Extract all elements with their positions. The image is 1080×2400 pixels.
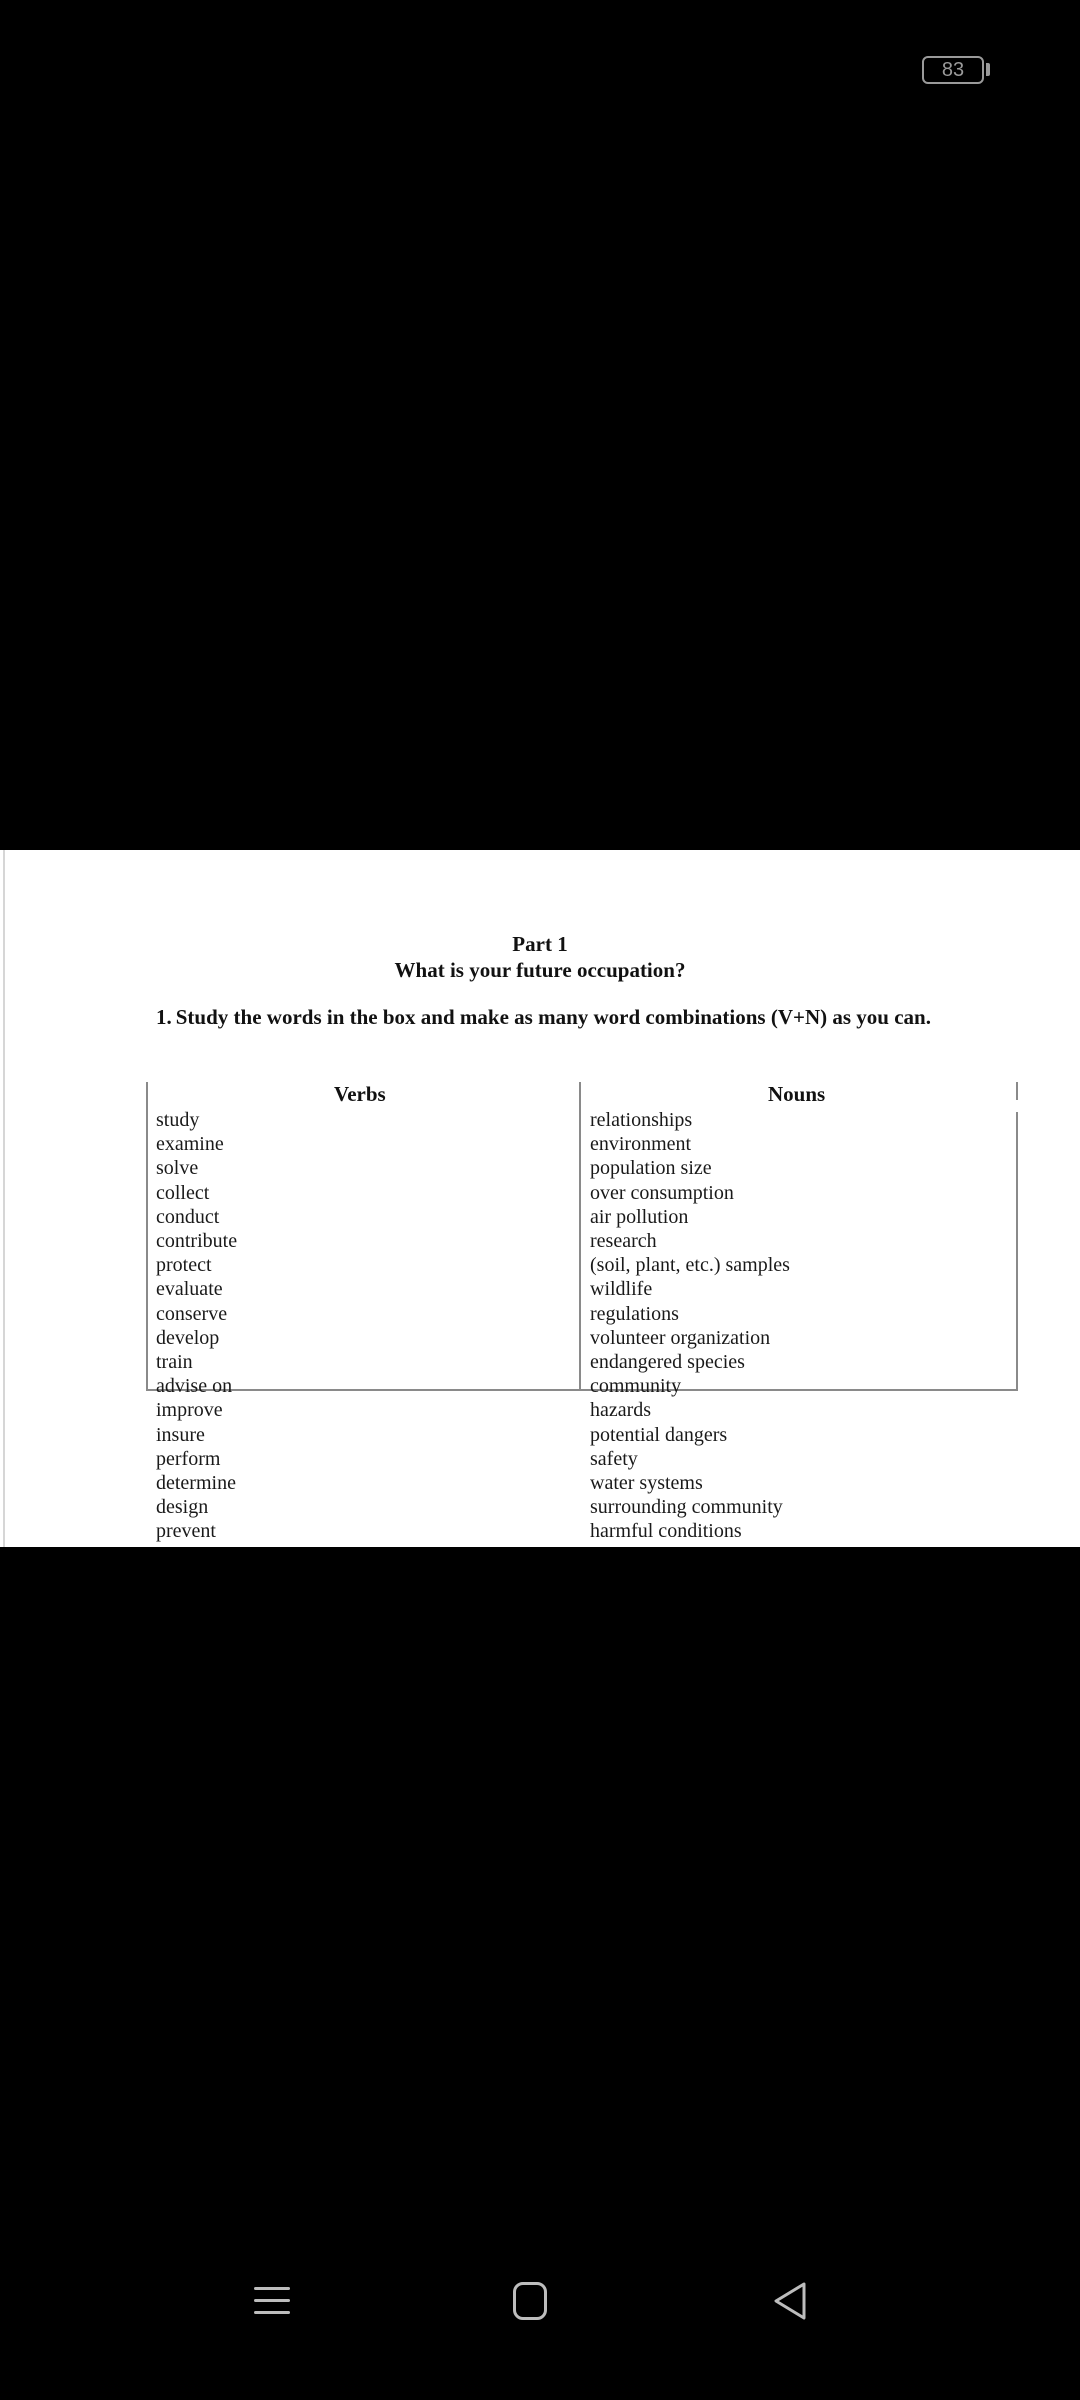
verb-item: determine: [156, 1472, 236, 1495]
verb-item: evaluate: [156, 1278, 223, 1301]
verb-item: train: [156, 1351, 193, 1374]
noun-item: potential dangers: [590, 1423, 728, 1446]
verb-item: examine: [156, 1133, 224, 1156]
battery-icon: [922, 56, 984, 84]
noun-item: research: [590, 1230, 657, 1253]
verb-item: contribute: [156, 1230, 238, 1253]
noun-item: safety: [590, 1447, 638, 1470]
table-divider: [579, 1082, 581, 1389]
part-title: Part 1: [512, 932, 568, 956]
noun-item: water systems: [590, 1472, 703, 1495]
verb-item: prevent: [156, 1520, 216, 1543]
verb-item: conduct: [156, 1205, 220, 1228]
word-box-table: [146, 1082, 1018, 1543]
verb-item: conserve: [156, 1302, 228, 1325]
home-icon[interactable]: [513, 2282, 547, 2320]
noun-item: environment: [590, 1133, 692, 1156]
back-icon[interactable]: [770, 2280, 810, 2322]
verb-item: develop: [156, 1326, 220, 1349]
verb-item: improve: [156, 1399, 223, 1422]
battery-level: 83: [941, 59, 965, 81]
part-subtitle: What is your future occupation?: [394, 958, 686, 982]
table-border-left: [146, 1082, 148, 1389]
table-border-right-top: [1016, 1082, 1018, 1100]
noun-item: community: [590, 1375, 682, 1398]
verb-item: protect: [156, 1254, 212, 1277]
noun-item: over consumption: [590, 1181, 734, 1204]
exercise-instruction: [156, 1005, 986, 1029]
recent-apps-icon[interactable]: [254, 2283, 290, 2319]
verb-item: design: [156, 1496, 209, 1519]
verb-item: collect: [156, 1181, 210, 1204]
nouns-header: Nouns: [768, 1082, 826, 1106]
noun-item: population size: [590, 1157, 712, 1180]
noun-item: surrounding community: [590, 1496, 783, 1519]
noun-item: volunteer organization: [590, 1326, 771, 1349]
document-page: [0, 850, 1080, 1547]
noun-item: wildlife: [590, 1278, 653, 1301]
verb-item: study: [156, 1109, 200, 1131]
exercise-number: 1.: [156, 1005, 172, 1029]
noun-item: endangered species: [590, 1351, 745, 1374]
table-border-right: [1016, 1112, 1018, 1389]
noun-item: (soil, plant, etc.) samples: [590, 1254, 790, 1277]
noun-item: harmful conditions: [590, 1520, 742, 1543]
verb-item: insure: [156, 1423, 205, 1446]
verb-item: solve: [156, 1157, 199, 1180]
verb-item: perform: [156, 1447, 221, 1470]
noun-item: hazards: [590, 1399, 652, 1422]
noun-item: air pollution: [590, 1205, 689, 1228]
noun-item: regulations: [590, 1302, 679, 1325]
exercise-text: Study the words in the box and make as many word combinations (V+N) as you can.: [175, 1005, 931, 1029]
verb-item: advise on: [156, 1375, 233, 1398]
verbs-list: [156, 1108, 237, 1544]
noun-item: relationships: [590, 1109, 693, 1131]
verbs-header: Verbs: [334, 1082, 386, 1106]
nouns-list: [590, 1108, 790, 1544]
battery-tip: [986, 63, 990, 76]
